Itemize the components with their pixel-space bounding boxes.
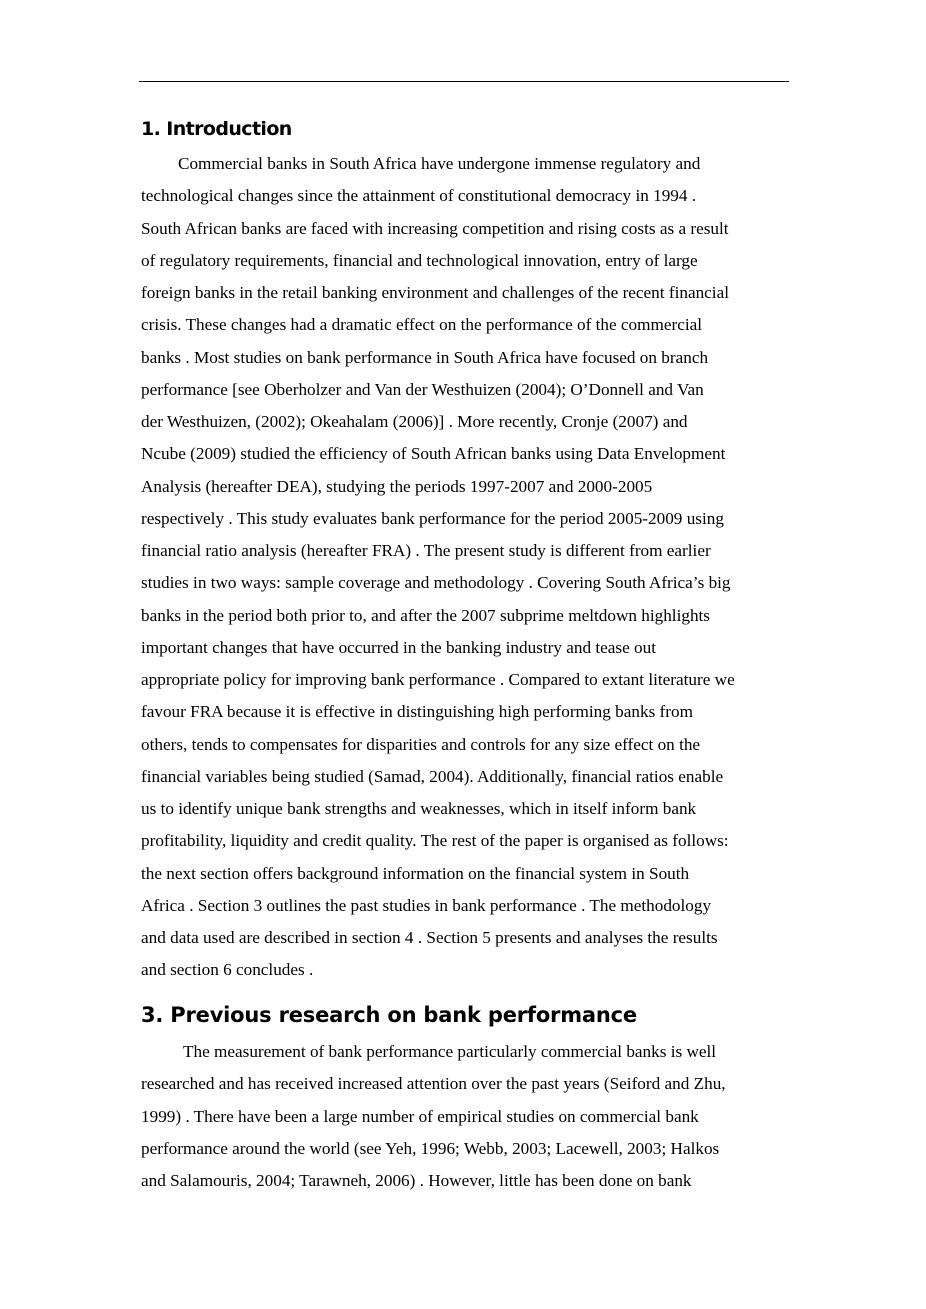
text-line: financial variables being studied (Samad, 2004). Additionally, financial ratios enable	[141, 766, 724, 786]
text-line: respectively . This study evaluates bank performance for the period 2005-2009 using	[141, 508, 724, 528]
text-line: 1999) . There have been a large number of empirical studies on commercial bank	[141, 1106, 699, 1126]
text-line: banks . Most studies on bank performance in South Africa have focused on branch	[141, 347, 709, 367]
text-line: us to identify unique bank strengths and weaknesses, which in itself inform bank	[141, 799, 697, 818]
text-line: der Westhuizen, (2002); Okeahalam (2006)] . More recently, Cronje (2007) and	[141, 412, 688, 431]
text-line: researched and has received increased attention over the past years (Seiford and Zhu,	[141, 1074, 726, 1094]
text-line: foreign banks in the retail banking environment and challenges of the recent financial	[141, 283, 729, 302]
section-1-heading: 1. Introduction	[141, 118, 292, 140]
text-line: appropriate policy for improving bank performance . Compared to extant literature we	[141, 670, 735, 689]
text-line: performance [see Oberholzer and Van der Westhuizen (2004); O’Donnell and Van	[141, 379, 704, 399]
text-line: Analysis (hereafter DEA), studying the periods 1997-2007 and 2000-2005	[141, 476, 653, 496]
text-line: the next section offers background information on the financial system in South	[141, 863, 690, 883]
text-line: of regulatory requirements, financial and technological innovation, entry of large	[141, 250, 698, 270]
text-line: profitability, liquidity and credit quality. The rest of the paper is organised as follows:	[141, 831, 729, 851]
text-line: banks in the period both prior to, and after the 2007 subprime meltdown highlights	[141, 605, 711, 625]
text-line: favour FRA because it is effective in distinguishing high performing banks from	[141, 702, 693, 722]
header-rule	[139, 81, 789, 82]
text-line: studies in two ways: sample coverage and methodology . Covering South Africa’s big	[141, 573, 731, 593]
text-line: Commercial banks in South Africa have undergone immense regulatory and	[178, 154, 701, 173]
text-line: and data used are described in section 4 . Section 5 presents and analyses the results	[141, 928, 718, 947]
text-line: South African banks are faced with increasing competition and rising costs as a result	[141, 218, 729, 238]
section-3-heading: 3. Previous research on bank performance	[141, 1003, 637, 1027]
text-line: Ncube (2009) studied the efficiency of South African banks using Data Envelopment	[141, 444, 726, 464]
text-line: performance around the world (see Yeh, 1996; Webb, 2003; Lacewell, 2003; Halkos	[141, 1138, 720, 1158]
text-line: technological changes since the attainment of constitutional democracy in 1994 .	[141, 186, 697, 206]
text-line: others, tends to compensates for disparities and controls for any size effect on the	[141, 734, 701, 754]
text-line: crisis. These changes had a dramatic effect on the performance of the commercial	[141, 315, 703, 335]
section-1-paragraph	[141, 148, 801, 987]
text-line: The measurement of bank performance particularly commercial banks is well	[183, 1042, 717, 1061]
section-3-paragraph	[141, 1036, 801, 1197]
text-line: financial ratio analysis (hereafter FRA) . The present study is different from earlier	[141, 541, 711, 560]
text-line: important changes that have occurred in the banking industry and tease out	[141, 637, 656, 657]
text-line: and section 6 concludes .	[141, 960, 314, 980]
text-line: Africa . Section 3 outlines the past studies in bank performance . The methodology	[141, 895, 712, 915]
text-line: and Salamouris, 2004; Tarawneh, 2006) . However, little has been done on bank	[141, 1171, 692, 1190]
